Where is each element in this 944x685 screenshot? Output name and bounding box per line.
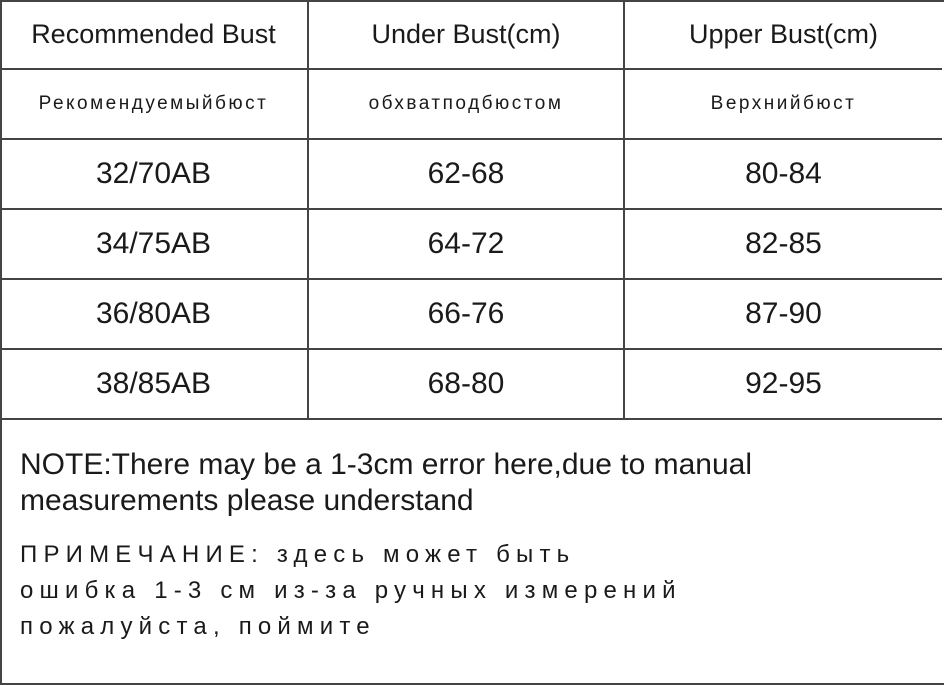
measurement-note bbox=[20, 447, 935, 645]
table-row bbox=[0, 349, 942, 419]
header-row-english bbox=[0, 0, 942, 69]
note-english-line-2: measurements please understand bbox=[20, 484, 474, 517]
cell-upper-bust: 87-90 bbox=[624, 279, 942, 349]
cell-bust-size: 34/75AB bbox=[0, 209, 308, 279]
header-recommended-bust-ru: Рекомендуемыйбюст bbox=[0, 69, 308, 139]
table-row bbox=[0, 139, 942, 209]
cell-under-bust: 66-76 bbox=[308, 279, 624, 349]
cell-bust-size: 32/70AB bbox=[0, 139, 308, 209]
cell-upper-bust: 80-84 bbox=[624, 139, 942, 209]
cell-upper-bust: 82-85 bbox=[624, 209, 942, 279]
header-upper-bust-ru: Верхнийбюст bbox=[624, 69, 942, 139]
cell-bust-size: 36/80AB bbox=[0, 279, 308, 349]
cell-under-bust: 64-72 bbox=[308, 209, 624, 279]
note-english bbox=[20, 447, 935, 519]
note-russian-line-1: ПРИМЕЧАНИЕ: здесь может быть bbox=[20, 541, 576, 568]
cell-bust-size: 38/85AB bbox=[0, 349, 308, 419]
header-under-bust: Under Bust(cm) bbox=[308, 0, 624, 69]
table-row bbox=[0, 209, 942, 279]
header-upper-bust: Upper Bust(cm) bbox=[624, 0, 942, 69]
cell-under-bust: 62-68 bbox=[308, 139, 624, 209]
cell-under-bust: 68-80 bbox=[308, 349, 624, 419]
header-under-bust-ru: обхватподбюстом bbox=[308, 69, 624, 139]
note-russian-line-3: пожалуйста, поймите bbox=[20, 613, 376, 640]
table-row bbox=[0, 279, 942, 349]
note-russian-line-2: ошибка 1-3 см из-за ручных измерений bbox=[20, 577, 682, 604]
header-row-russian bbox=[0, 69, 942, 139]
note-russian bbox=[20, 537, 935, 645]
cell-upper-bust: 92-95 bbox=[624, 349, 942, 419]
note-english-line-1: NOTE:There may be a 1-3cm error here,due to manual bbox=[20, 448, 752, 481]
header-recommended-bust: Recommended Bust bbox=[0, 0, 308, 69]
